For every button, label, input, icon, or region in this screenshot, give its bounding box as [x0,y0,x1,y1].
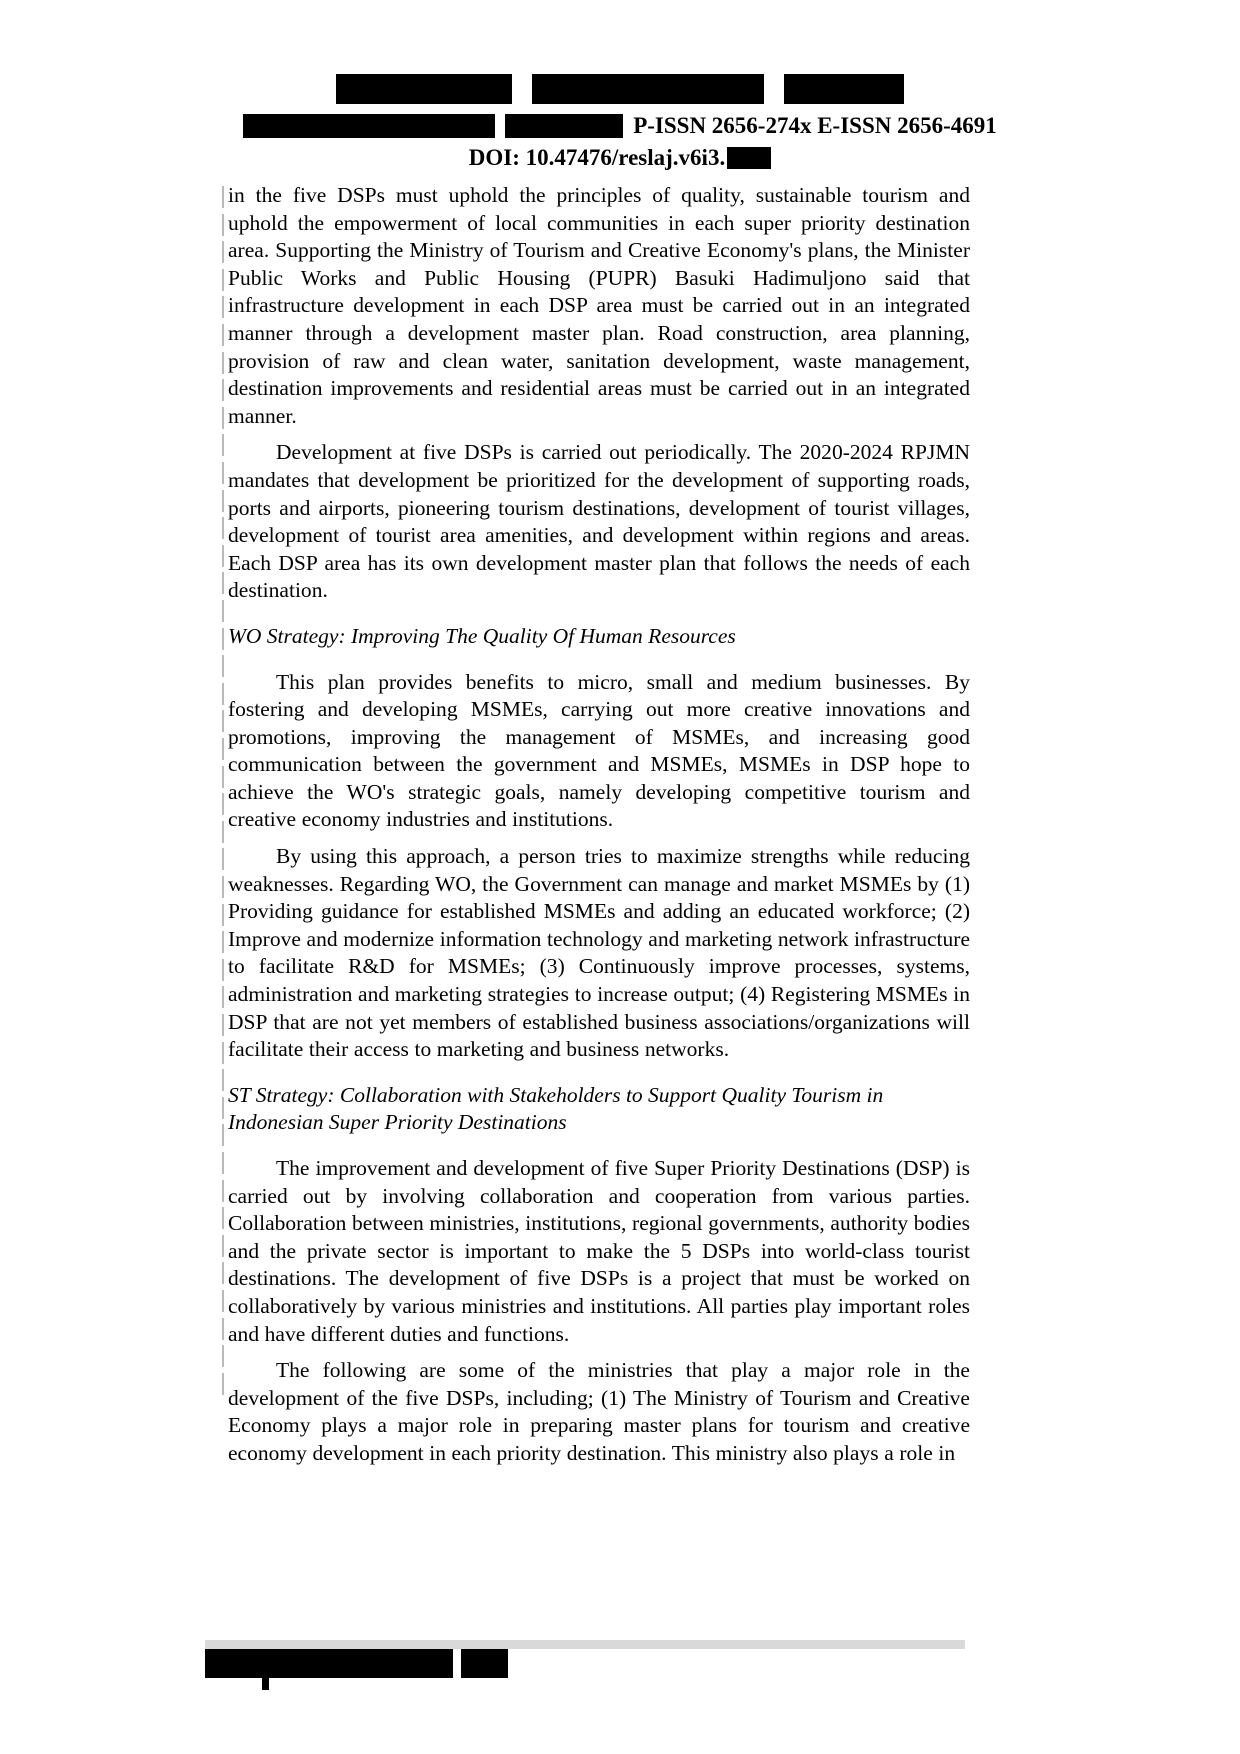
body-paragraph: The improvement and development of five Super Priority Destinations (DSP) is carried out by involving collaboration and cooperation from various parties. Collaboration between ministries, institutions, regional governments, authority bodies and the private sector is important to make the 5 DSPs into world-class tourist destinations. The development of five DSPs is a project that must be worked on collaboratively by various ministries and institutions. All parties play important roles and have different duties and functions. [228,1156,970,1346]
edge-tick [222,1373,224,1395]
redacted-title-block-2 [532,74,764,104]
header-title-line [0,62,1240,104]
edge-tick [222,572,224,594]
edge-tick [222,710,224,732]
body-paragraph: Development at five DSPs is carried out periodically. The 2020-2024 RPJMN mandates that development be prioritized for the development of supporting roads, ports and airports, pioneering tourism destinations, development of tourist villages, development of tourist area amenities, and development within regions and areas. Each DSP area has its own development master plan that follows the needs of each destination. [228,440,970,603]
edge-tick [222,793,224,815]
edge-tick [222,462,224,484]
edge-tick [222,1290,224,1312]
redacted-journal-block-1 [243,114,495,138]
edge-tick [222,1152,224,1174]
issn-text: P-ISSN 2656-274x E-ISSN 2656-4691 [633,113,997,138]
edge-tick [222,766,224,788]
redacted-journal-block-2 [505,114,623,138]
edge-tick [222,931,224,953]
edge-tick [222,407,224,429]
redacted-doi-suffix [727,147,771,169]
edge-tick [222,490,224,512]
header-journal-line [0,112,1240,140]
block-spacer [228,834,970,843]
block-spacer [228,1348,970,1357]
edge-tick [222,517,224,539]
edge-tick [222,545,224,567]
edge-tick [222,1262,224,1284]
header-doi-line [0,144,1240,172]
edge-tick [222,296,224,318]
edge-tick [222,324,224,346]
edge-tick [222,876,224,898]
edge-tick [222,1345,224,1367]
body-paragraph: By using this approach, a person tries to maximize strengths while reducing weaknesses. Regarding WO, the Government can manage and market MSMEs by (1) Providing guidance for established MSMEs and adding an educated workforce; (2) Improve and modernize information technology and marketing network infrastructure to facilitate R&D for MSMEs; (3) Continuously improve processes, systems, administration and marketing strategies to increase output; (4) Registering MSMEs in DSP that are not yet members of established business associations/organizations will facilitate their access to marketing and business networks. [228,844,970,1062]
edge-tick [222,1180,224,1202]
edge-tick [222,959,224,981]
redacted-title-block-1 [336,74,512,104]
article-body [228,182,970,1468]
redacted-footer-descender [262,1678,269,1690]
doi-text: DOI: 10.47476/reslaj.v6i3. [468,145,726,170]
edge-tick [222,1042,224,1064]
edge-tick [222,821,224,843]
edge-tick [222,655,224,677]
edge-tick [222,1235,224,1257]
block-spacer [228,651,970,669]
footer-redaction-group [205,1649,508,1678]
block-spacer [228,430,970,439]
edge-tick [222,269,224,291]
edge-tick [222,848,224,870]
edge-tick [222,214,224,236]
edge-tick [222,186,224,208]
edge-tick [222,986,224,1008]
body-paragraph: This plan provides benefits to micro, small and medium businesses. By fostering and developing MSMEs, carrying out more creative innovations and promotions, improving the management of MSMEs, and increasing good communication between the government and MSMEs, MSMEs in DSP hope to achieve the WO's strategic goals, namely developing competitive tourism and creative economy industries and institutions. [228,669,970,832]
edge-tick [222,379,224,401]
footer-divider [205,1640,965,1649]
page-header [0,62,1240,172]
edge-tick [222,628,224,650]
edge-tick [222,1097,224,1119]
section-heading: WO Strategy: Improving The Quality Of Human Resources [228,623,736,648]
block-spacer [228,1064,970,1082]
edge-tick [222,683,224,705]
scan-edge-artifacts [222,186,225,1382]
section-heading: ST Strategy: Collaboration with Stakeholders to Support Quality Tourism in Indonesian Super Priority Destinations [228,1082,884,1135]
edge-tick [222,241,224,263]
redacted-title-block-3 [784,74,904,104]
edge-tick [222,904,224,926]
edge-tick [222,600,224,622]
body-paragraph: The following are some of the ministries that play a major role in the development of the five DSPs, including; (1) The Ministry of Tourism and Creative Economy plays a major role in preparing master plans for tourism and creative economy development in each priority destination. This ministry also plays a role in [228,1358,970,1465]
body-paragraph: in the five DSPs must uphold the principles of quality, sustainable tourism and uphold the empowerment of local communities in each super priority destination area. Supporting the Ministry of Tourism and Creative Economy's plans, the Minister Public Works and Public Housing (PUPR) Basuki Hadimuljono said that infrastructure development in each DSP area must be carried out in an integrated manner through a development master plan. Road construction, area planning, provision of raw and clean water, sanitation development, waste management, destination improvements and residential areas must be carried out in an integrated manner. [228,183,970,428]
redacted-footer-block-2 [461,1649,508,1678]
edge-tick [222,352,224,374]
block-spacer [228,605,970,623]
edge-tick [222,1069,224,1091]
block-spacer [228,1137,970,1155]
edge-tick [222,1014,224,1036]
edge-tick [222,1124,224,1146]
redacted-footer-block-1 [205,1649,453,1678]
edge-tick [222,1207,224,1229]
edge-tick [222,738,224,760]
edge-tick [222,1318,224,1340]
edge-tick [222,434,224,456]
